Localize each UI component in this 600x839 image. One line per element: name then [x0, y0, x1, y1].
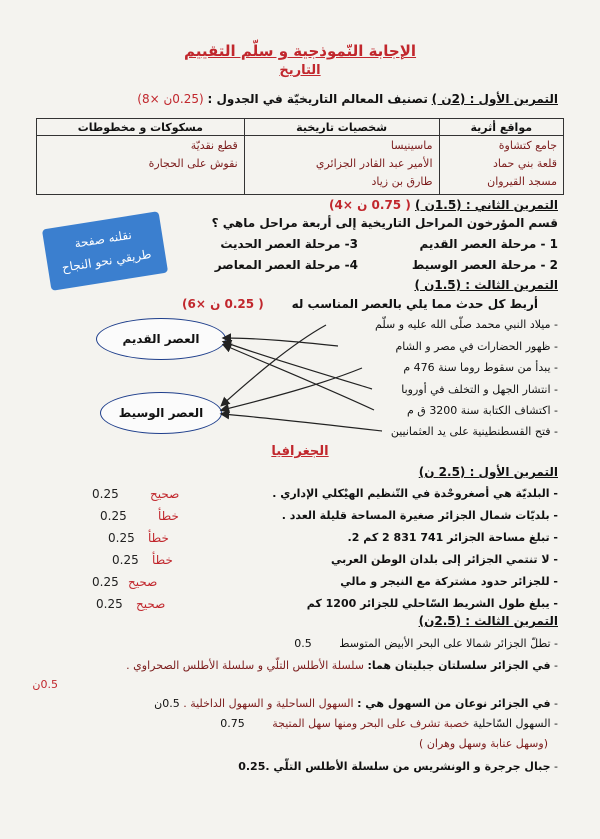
history-ex1-text: تصنيف المعالم التاريخيّة في الجدول : — [207, 92, 428, 106]
geo-statement: - للجزائر حدود مشتركة مع النيجر و مالي — [340, 575, 558, 588]
column-header: شخصيات تاريخية — [244, 119, 439, 136]
geo-answer-text: السهول السّاحلية — [472, 717, 551, 730]
event-text: فتح القسطنطينية على يد العثمانيين — [390, 425, 551, 438]
history-ex1-marks: (0.25ن ×8) — [137, 92, 204, 106]
geo-answer-line: - في الجزائر نوعان من السهول هي : السهول الساحلية و السهول الداخلية . 0.5ن — [154, 697, 558, 710]
table-cell-item: ماسينيسا — [390, 139, 433, 152]
column-header: مواقع أثرية — [439, 119, 564, 136]
geo-answer-text: السهول الساحلية و السهول الداخلية . — [183, 697, 354, 710]
history-heading: التاريخ — [279, 63, 321, 78]
history-ex3-label: التمرين الثالث : (1.5ن ) — [414, 278, 558, 292]
geo-answer-text: سلسلة الأطلس التلّي و سلسلة الأطلس الصحراوي . — [126, 659, 365, 672]
page-title: الإجابة النّموذجية و سلّم التقييم — [183, 42, 417, 60]
verdict-mark: 0.25 — [108, 531, 135, 545]
table-cell-item: جامع كتشاوة — [498, 139, 557, 152]
verdict-mark: 0.25 — [100, 509, 127, 523]
verdict-mark: 0.25 — [92, 575, 119, 589]
geo-statement: - تبلغ مساحة الجزائر 741 831 2 كم 2. — [347, 531, 558, 544]
history-ex1-label: التمرين الأول : (2ن ) — [431, 92, 558, 106]
verdict-mark: 0.25 — [92, 487, 119, 501]
era-ancient-label: العصر القديم — [122, 332, 200, 346]
arrow-line — [224, 342, 372, 389]
table-cell-item: طارق بن زياد — [371, 175, 433, 188]
verdict-mark: 0.25 — [96, 597, 123, 611]
arrow-line — [222, 325, 326, 405]
geo-answer-text: في الجزائر نوعان من السهول هي : — [357, 697, 551, 710]
verdict-label: صحيح — [128, 575, 158, 589]
history-ex2-marks: ( 0.75 ن ×4) — [329, 198, 411, 212]
stamp-line: نقلنه صفحة — [73, 227, 133, 251]
history-ex2-item: 4- مرحلة العصر المعاصر — [214, 258, 358, 272]
stamp-line: طريقي نحو النجاح — [60, 246, 153, 275]
column-header: مسكوكات و مخطوطات — [37, 119, 245, 136]
event-item: - فتح القسطنطينية على يد العثمانيين — [390, 425, 558, 438]
geo-statement: - بلديّات شمال الجزائر صغيرة المساحة قليلة العدد . — [281, 509, 558, 522]
history-ex3-question: أربط كل حدث مما يلي بالعصر المناسب له — [291, 297, 538, 311]
table-cell-item: قلعة بني حماد — [492, 157, 557, 170]
geo-answer-text: (وسهل عنابة وسهل وهران ) — [419, 737, 548, 750]
verdict-label: خطأ — [158, 509, 179, 523]
geo-answer-line: - جبال جرجرة و الونشريس من سلسلة الأطلس التلّي .0.25 — [238, 760, 558, 773]
event-item: - ميلاد النبي محمد صلّى الله عليه و سلّم — [375, 318, 558, 331]
geo-ex3-label: التمرين الثالث : (2.5ن) — [418, 614, 558, 628]
geo-answer-mark: 0.5ن — [154, 697, 180, 710]
event-text: ميلاد النبي محمد صلّى الله عليه و سلّم — [375, 318, 551, 331]
geo-statement: - يبلغ طول الشريط السّاحلي للجزائر 1200 كم — [306, 597, 558, 610]
history-ex3-marks: ( 0.25 ن ×6) — [182, 297, 264, 311]
verdict-label: خطأ — [152, 553, 173, 567]
geo-ex1-label: التمرين الأول : (2.5 ن) — [418, 465, 558, 479]
history-ex2-item: 2 - مرحلة العصر الوسيط — [411, 258, 558, 272]
verdict-label: خطأ — [148, 531, 169, 545]
event-text: انتشار الجهل و التخلف في أوروبا — [401, 383, 551, 396]
geo-answer-text: تطلّ الجزائر شمالا على البحر الأبيض المتوسط — [339, 637, 551, 650]
verdict-label: صحيح — [136, 597, 166, 611]
table-cell-item: مسجد القيروان — [487, 175, 557, 188]
geo-answer-line: - تطلّ الجزائر شمالا على البحر الأبيض المتوسط 0.5 — [294, 637, 558, 650]
geo-answer-mark: 0.5ن — [32, 678, 58, 691]
geo-statement-text: للجزائر حدود مشتركة مع النيجر و مالي — [340, 575, 550, 588]
geo-statement-text: تبلغ مساحة الجزائر 741 831 2 كم 2. — [347, 531, 550, 544]
geography-heading: الجغرافيا — [271, 444, 329, 459]
arrow-line — [224, 338, 338, 346]
geo-answer-mark: 0.5 — [294, 637, 312, 650]
arrow-line — [222, 414, 382, 431]
history-ex2-label: التمرين الثاني : (1.5ن ) — [415, 198, 558, 212]
event-item: - يبدأ من سقوط روما سنة 476 م — [403, 361, 558, 374]
geo-answer-line: - السهول السّاحلية خصبة تشرف على البحر ومنها سهل المتيجة 0.75 — [220, 717, 558, 730]
event-text: يبدأ من سقوط روما سنة 476 م — [403, 361, 551, 374]
event-item: - ظهور الحضارات في مصر و الشام — [395, 340, 558, 353]
era-medieval-label: العصر الوسيط — [118, 406, 204, 420]
geo-answer-line: - في الجزائر سلسلتان جبليتان هما: سلسلة الأطلس التلّي و سلسلة الأطلس الصحراوي . — [126, 659, 558, 672]
event-text: اكتشاف الكتابة سنة 3200 ق م — [406, 404, 551, 417]
arrow-line — [224, 345, 374, 410]
geo-statement-text: لا تنتمي الجزائر إلى بلدان الوطن العربي — [330, 553, 550, 566]
geo-statement: - البلديّة هي أصغروحْدة في التّنظيم الهيْكلي الإداري . — [272, 487, 558, 500]
geo-statement-text: بلديّات شمال الجزائر صغيرة المساحة قليلة العدد . — [281, 509, 550, 522]
geo-answer-mark: 0.75 — [220, 717, 245, 730]
geo-statement-text: البلديّة هي أصغروحْدة في التّنظيم الهيْكلي الإداري . — [272, 487, 550, 500]
event-text: ظهور الحضارات في مصر و الشام — [395, 340, 551, 353]
geo-answer-text: في الجزائر سلسلتان جبليتان هما: — [367, 659, 551, 672]
verdict-mark: 0.25 — [112, 553, 139, 567]
table-cell-item: نقوش على الحجارة — [148, 157, 238, 170]
history-ex2-item: 1 - مرحلة العصر القديم — [419, 237, 558, 251]
event-item: - انتشار الجهل و التخلف في أوروبا — [401, 383, 558, 396]
verdict-label: صحيح — [150, 487, 180, 501]
geo-statement: - لا تنتمي الجزائر إلى بلدان الوطن العربي — [330, 553, 558, 566]
history-ex2-item: 3- مرحلة العصر الحديث — [220, 237, 358, 251]
event-item: - اكتشاف الكتابة سنة 3200 ق م — [406, 404, 558, 417]
table-cell-item: قطع نقديّة — [190, 139, 238, 152]
table-cell-item: الأمير عبد القادر الجزائري — [315, 157, 433, 170]
history-ex2-question: قسم المؤرخون المراحل التاريخية إلى أربعة مراحل ماهي ؟ — [211, 216, 558, 230]
geo-answer-text: خصبة تشرف على البحر ومنها سهل المتيجة — [272, 717, 470, 730]
geo-statement-text: يبلغ طول الشريط السّاحلي للجزائر 1200 كم — [306, 597, 550, 610]
geo-answer-text: جبال جرجرة و الونشريس من سلسلة الأطلس التلّي .0.25 — [238, 760, 551, 773]
